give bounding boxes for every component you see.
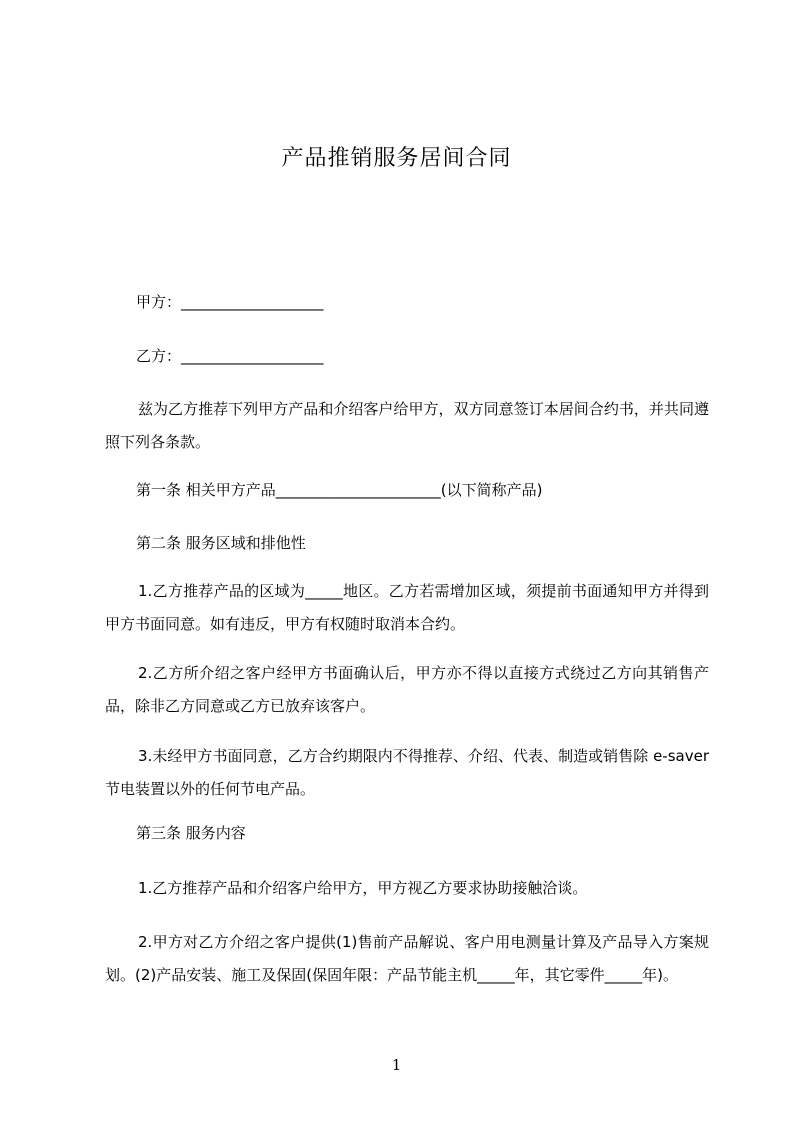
article-2-item-2: 2.乙方所介绍之客户经甲方书面确认后，甲方亦不得以直接方式绕过乙方向其销售产品，除非乙方同意或乙方已放弃该客户。	[105, 664, 709, 715]
article-1: 第一条 相关甲方产品______________________(以下简称产品)	[136, 481, 543, 499]
intro-paragraph: 兹为乙方推荐下列甲方产品和介绍客户给甲方，双方同意签订本居间合约书，并共同遵照下列各条款。	[105, 400, 709, 451]
article-3-item-2: 2.甲方对乙方介绍之客户提供(1)售前产品解说、客户用电测量计算及产品导入方案规划。(2)产品安装、施工及保固(保固年限：产品节能主机_____年，其它零件_____年)。	[105, 933, 709, 984]
party-b-line: 乙方：___________________	[136, 347, 324, 365]
article-3-item-1: 1.乙方推荐产品和介绍客户给甲方，甲方视乙方要求协助接触洽谈。	[138, 879, 588, 897]
article-3-heading: 第三条 服务内容	[136, 824, 246, 842]
document-title: 产品推销服务居间合同	[281, 146, 512, 171]
party-a-line: 甲方：___________________	[136, 293, 324, 311]
article-2-item-3: 3.未经甲方书面同意，乙方合约期限内不得推荐、介绍、代表、制造或销售除 e-saver 节电装置以外的任何节电产品。	[105, 747, 709, 798]
page-number: 1	[391, 1056, 402, 1074]
article-2-item-1: 1.乙方推荐产品的区域为_____地区。乙方若需增加区域，须提前书面通知甲方并得到甲方书面同意。如有违反，甲方有权随时取消本合约。	[105, 582, 709, 633]
article-2-heading: 第二条 服务区域和排他性	[136, 534, 306, 552]
